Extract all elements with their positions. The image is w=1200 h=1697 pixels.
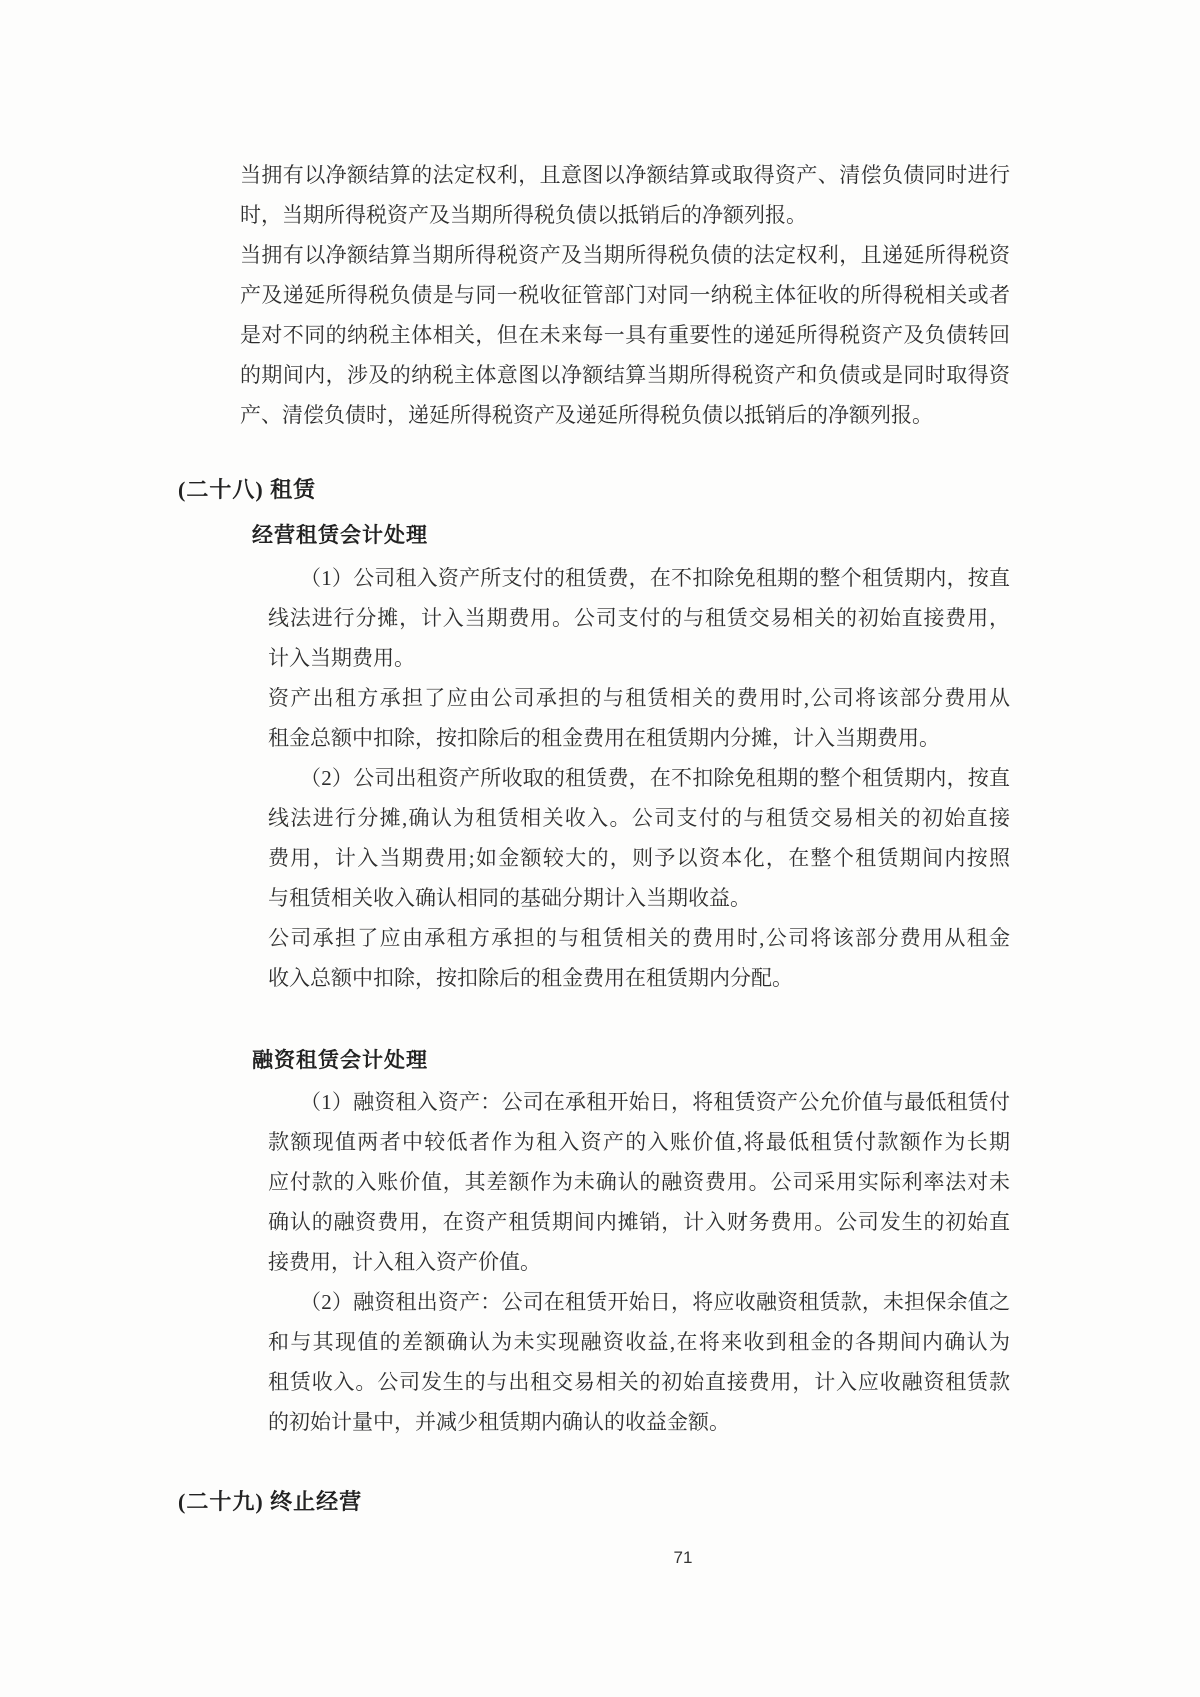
income-tax-offset-paragraphs — [240, 155, 1010, 435]
text-line: 接费用，计入租入资产价值。 — [268, 1250, 541, 1274]
text-line: 当拥有以净额结算当期所得税资产及当期所得税负债的法定权利，且递延所得税资 — [240, 243, 1010, 267]
text-line: （1）公司租入资产所支付的租赁费，在不扣除免租期的整个租赁期内，按直 — [300, 566, 1010, 590]
finance-lease-subheading: 融资租赁会计处理 — [252, 1048, 428, 1072]
text-line: 收入总额中扣除，按扣除后的租金费用在租赁期内分配。 — [268, 966, 793, 990]
text-line: 和与其现值的差额确认为未实现融资收益,在将来收到租金的各期间内确认为 — [268, 1330, 1010, 1354]
paragraph — [240, 235, 1010, 435]
text-line: 租金总额中扣除，按扣除后的租金费用在租赁期内分摊，计入当期费用。 — [268, 726, 940, 750]
operating-lease-paragraphs — [268, 558, 1010, 998]
text-line: 产、清偿负债时，递延所得税资产及递延所得税负债以抵销后的净额列报。 — [240, 403, 933, 427]
text-line: 线法进行分摊,确认为租赁相关收入。公司支付的与租赁交易相关的初始直接 — [268, 806, 1010, 830]
text-line: 的期间内，涉及的纳税主体意图以净额结算当期所得税资产和负债或是同时取得资 — [240, 363, 1010, 387]
paragraph — [268, 1082, 1010, 1282]
text-line: （1）融资租入资产：公司在承租开始日，将租赁资产公允价值与最低租赁付 — [300, 1090, 1010, 1114]
text-line: 计入当期费用。 — [268, 646, 415, 670]
paragraph — [268, 558, 1010, 678]
text-line: 的初始计量中，并减少租赁期内确认的收益金额。 — [268, 1410, 730, 1434]
page-number: 71 — [673, 1548, 693, 1567]
paragraph — [268, 1282, 1010, 1442]
text-line: 资产出租方承担了应由公司承担的与租赁相关的费用时,公司将该部分费用从 — [268, 686, 1010, 710]
paragraph — [268, 758, 1010, 918]
text-line: 公司承担了应由承租方承担的与租赁相关的费用时,公司将该部分费用从租金 — [268, 926, 1010, 950]
text-line: 应付款的入账价值，其差额作为未确认的融资费用。公司采用实际利率法对未 — [268, 1170, 1010, 1194]
text-line: 线法进行分摊，计入当期费用。公司支付的与租赁交易相关的初始直接费用， — [268, 606, 1010, 630]
finance-lease-paragraphs — [268, 1082, 1010, 1442]
operating-lease-subheading: 经营租赁会计处理 — [252, 523, 428, 547]
section-29-heading: (二十九) 终止经营 — [178, 1489, 363, 1514]
paragraph — [268, 918, 1010, 998]
text-line: 产及递延所得税负债是与同一税收征管部门对同一纳税主体征收的所得税相关或者 — [240, 283, 1010, 307]
text-line: 是对不同的纳税主体相关，但在未来每一具有重要性的递延所得税资产及负债转回 — [240, 323, 1010, 347]
text-line: 确认的融资费用，在资产租赁期间内摊销，计入财务费用。公司发生的初始直 — [268, 1210, 1010, 1234]
text-line: （2）公司出租资产所收取的租赁费，在不扣除免租期的整个租赁期内，按直 — [300, 766, 1010, 790]
text-line: 时，当期所得税资产及当期所得税负债以抵销后的净额列报。 — [240, 203, 807, 227]
section-28-heading: (二十八) 租赁 — [178, 477, 317, 502]
paragraph — [240, 155, 1010, 235]
text-line: （2）融资租出资产：公司在租赁开始日，将应收融资租赁款，未担保余值之 — [300, 1290, 1010, 1314]
text-line: 费用，计入当期费用;如金额较大的，则予以资本化，在整个租赁期间内按照 — [268, 846, 1010, 870]
text-line: 租赁收入。公司发生的与出租交易相关的初始直接费用，计入应收融资租赁款 — [268, 1370, 1010, 1394]
text-line: 当拥有以净额结算的法定权利，且意图以净额结算或取得资产、清偿负债同时进行 — [240, 163, 1010, 187]
text-line: 与租赁相关收入确认相同的基础分期计入当期收益。 — [268, 886, 751, 910]
text-line: 款额现值两者中较低者作为租入资产的入账价值,将最低租赁付款额作为长期 — [268, 1130, 1010, 1154]
paragraph — [268, 678, 1010, 758]
